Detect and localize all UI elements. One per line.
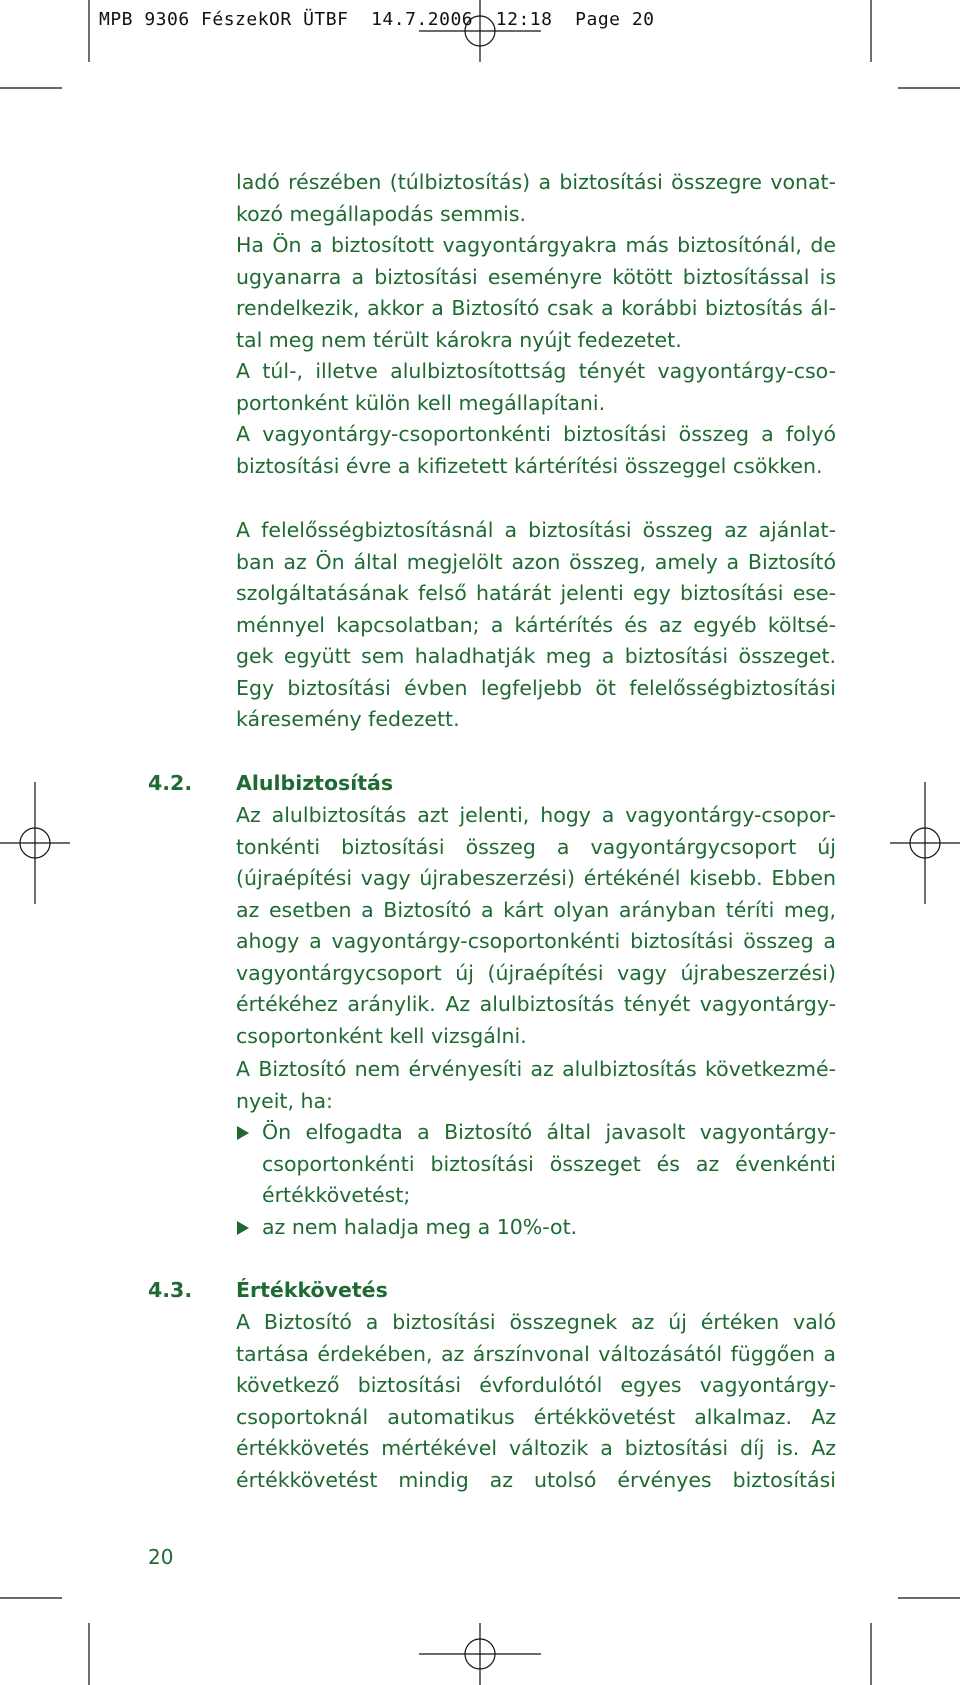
text-line: az nem haladja meg a 10%-ot. [262,1215,578,1239]
text-line: tartása érdekében, az árszínvonal változásától függően a [236,1341,836,1366]
text-line: értékkövetés mértékével változik a biztosítási díj is. Az [236,1436,836,1460]
paragraph-liability-insurance [236,515,836,736]
bullet-text [262,1212,836,1244]
text-line: értékéhez aránylik. Az alulbiztosítás tényét vagyontárgy- [236,992,836,1016]
text-line: kozó megállapodás semmis. [236,201,527,226]
text-line: csoportonkénti biztosítási összeget és az évenkénti [262,1151,836,1176]
paragraph-over-under-insurance [236,356,836,419]
text-line: ménnyel kapcsolatban; a kártérítés és az egyéb költsé- [236,612,836,637]
text-line: következő biztosítási évfordulótól egyes vagyontárgy- [236,1373,836,1397]
paragraph-underinsurance [236,800,836,1052]
text-line: gek együtt sem haladhatják meg a biztosítási összeget. [236,644,836,668]
triangle-bullet-icon [237,1221,249,1235]
text-line: csoportoknál automatikus értékkövetést alkalmaz. Az [236,1404,836,1429]
section-title-underinsurance: Alulbiztosítás [236,771,394,795]
text-line: (újraépítési vagy újrabeszerzési) értékénél kisebb. Ebben [236,866,836,890]
section-number-4-3: 4.3. [148,1278,193,1302]
text-line: tonkénti biztosítási összeg a vagyontárgycsoport új [236,834,836,859]
text-line: ugyanarra a biztosítási eseményre kötött biztosítással is [236,264,836,289]
text-line: ladó részében (túlbiztosítás) a biztosítási összegre vonat- [236,170,836,194]
paragraph-underinsurance-exceptions [236,1054,836,1117]
text-line: biztosítási évre a kifizetett kártérítési összeggel csökken. [236,453,823,478]
text-line: értékkövetést mindig az utolsó érvényes biztosítási [236,1467,836,1492]
printer-slug-line: MPB 9306 FészekOR ÜTBF 14.7.2006 12:18 Page 20 [99,9,655,30]
text-line: Ha Ön a biztosított vagyontárgyakra más biztosítónál, de [236,233,836,257]
text-line: Egy biztosítási évben legfeljebb öt felelősségbiztosítási [236,675,836,700]
paragraph-overinsurance-end [236,167,836,230]
paragraph-value-indexation [236,1307,836,1496]
text-line: ban az Ön által megjelölt azon összeg, amely a Biztosító [236,549,836,574]
text-line: nyeit, ha: [236,1088,333,1113]
text-line: A vagyontárgy-csoportonkénti biztosítási összeg a folyó [236,422,836,446]
text-line: A Biztosító a biztosítási összegnek az új értéken való [236,1310,836,1334]
text-line: A Biztosító nem érvényesíti az alulbiztosítás következmé- [236,1057,836,1081]
triangle-bullet-icon [237,1126,249,1140]
text-line: rendelkezik, akkor a Biztosító csak a korábbi biztosítás ál- [236,296,836,320]
text-line: portonként külön kell megállapítani. [236,390,606,415]
section-title-value-indexation: Értékkövetés [236,1278,388,1302]
text-line: Ön elfogadta a Biztosító által javasolt vagyontárgy- [262,1120,836,1144]
bullet-text [262,1117,836,1212]
section-number-4-2: 4.2. [148,771,193,795]
paragraph-other-insurer [236,230,836,356]
text-line: káresemény fedezett. [236,707,460,731]
text-line: ahogy a vagyontárgy-csoportonkénti biztosítási összeg a [236,929,836,953]
text-line: értékkövetést; [262,1183,411,1207]
text-line: csoportonként kell vizsgálni. [236,1023,527,1048]
text-line: A felelősségbiztosításnál a biztosítási összeg az ajánlat- [236,518,836,542]
text-line: A túl-, illetve alulbiztosítottság tényét vagyontárgy-cso- [236,359,836,383]
page-number: 20 [148,1545,174,1569]
paragraph-group-sum-reduction [236,419,836,482]
text-line: Az alulbiztosítás azt jelenti, hogy a vagyontárgy-csopor- [236,803,836,827]
text-line: tal meg nem térült károkra nyújt fedezetet. [236,327,682,352]
text-line: vagyontárgycsoport új (újraépítési vagy újrabeszerzési) [236,960,836,985]
text-line: szolgáltatásának felső határát jelenti egy biztosítási ese- [236,581,836,605]
text-line: az esetben a Biztosító a kárt olyan arányban téríti meg, [236,897,836,922]
